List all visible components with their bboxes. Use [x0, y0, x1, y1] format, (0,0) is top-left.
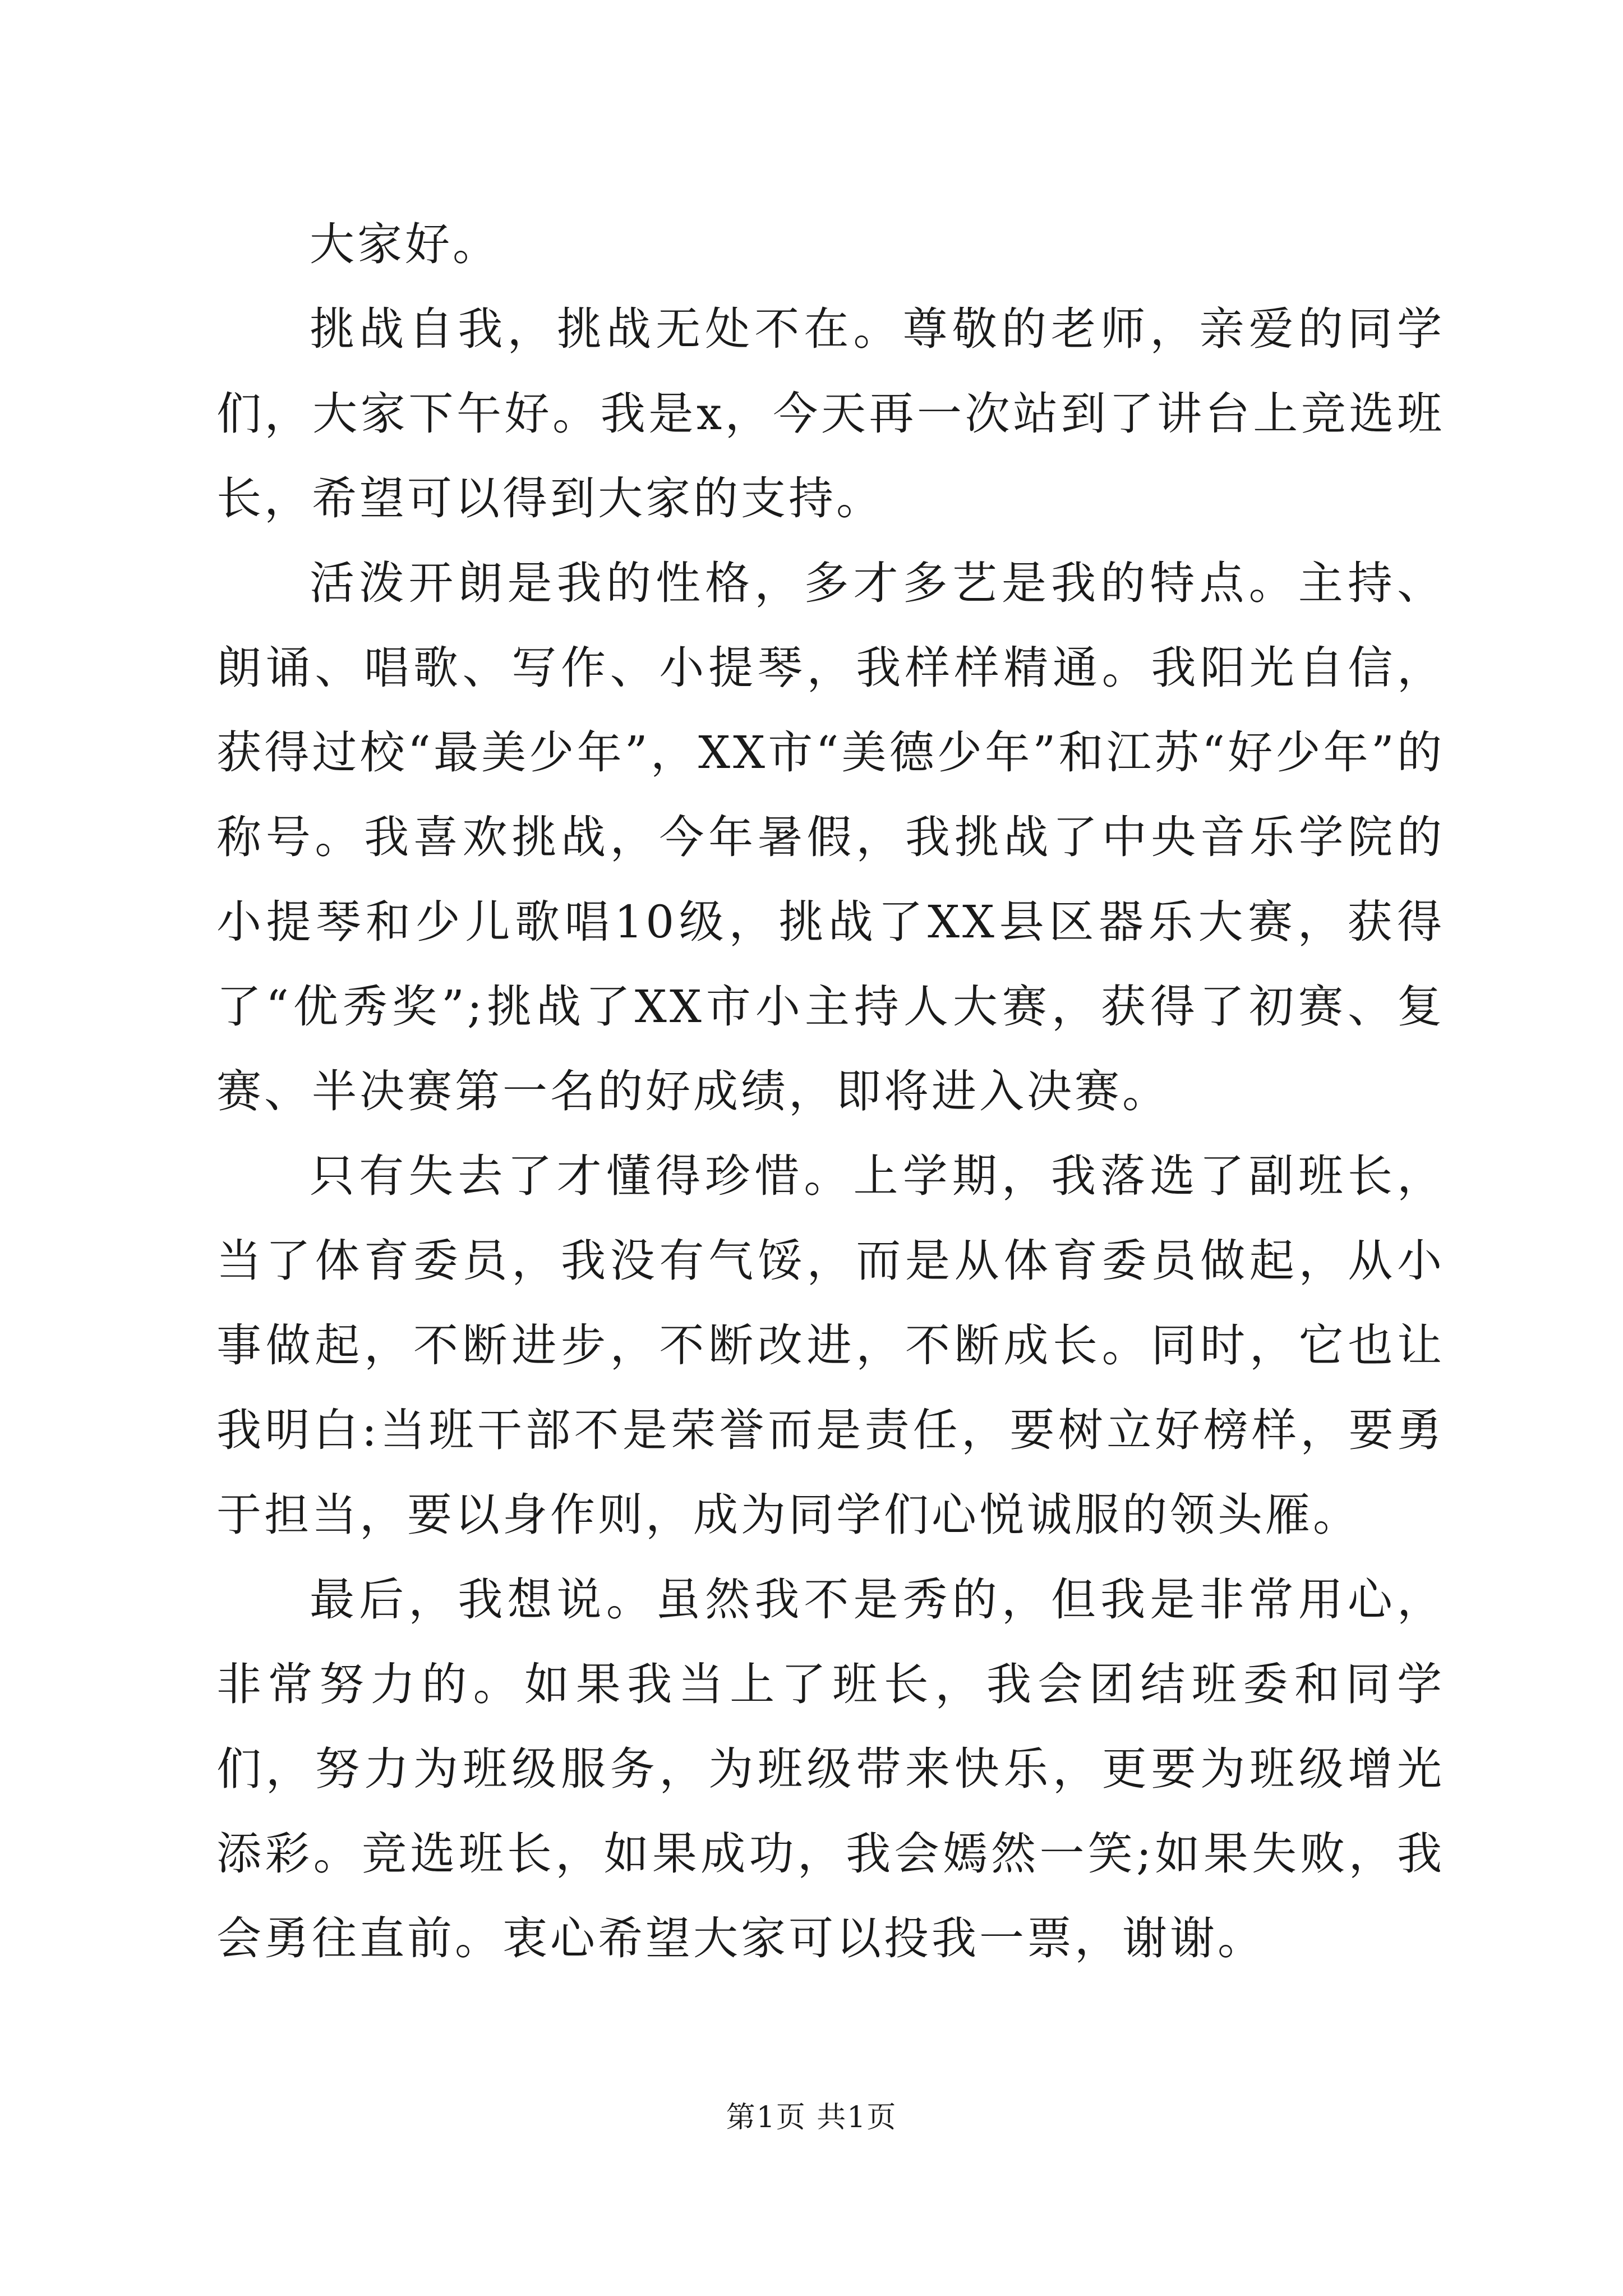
paragraph-closing: 最后，我想说。虽然我不是秀的，但我是非常用心，非常努力的。如果我当上了班长，我会团结班委和同学们，努力为班级服务，为班级带来快乐，更要为班级增光添彩。竞选班长，如果成功，我会嫣然一笑;如果失败，我会勇往直前。衷心希望大家可以投我一票，谢谢。 [216, 1573, 1445, 1964]
paragraph-experience: 只有失去了才懂得珍惜。上学期，我落选了副班长，当了体育委员，我没有气馁，而是从体育委员做起，从小事做起，不断进步，不断改进，不断成长。同时，它也让我明白:当班干部不是荣誉而是责任，要树立好榜样，要勇于担当，要以身作则，成为同学们心悦诚服的领头雁。 [216, 1150, 1445, 1541]
paragraph-greeting: 大家好。 [310, 218, 500, 270]
paragraph-personality: 活泼开朗是我的性格，多才多艺是我的特点。主持、朗诵、唱歌、写作、小提琴，我样样精通。我阳光自信，获得过校“最美少年”，XX市“美德少年”和江苏“好少年”的称号。我喜欢挑战，今年暑假，我挑战了中央音乐学院的小提琴和少儿歌唱10级，挑战了XX县区器乐大赛，获得了“优秀奖”;挑战了XX市小主持人大赛，获得了初赛、复赛、半决赛第一名的好成绩，即将进入决赛。 [216, 557, 1445, 1117]
paragraph-introduction: 挑战自我，挑战无处不在。尊敬的老师，亲爱的同学们，大家下午好。我是x，今天再一次站到了讲台上竞选班长，希望可以得到大家的支持。 [216, 303, 1445, 524]
document-body [216, 202, 1445, 1981]
page-number-footer: 第1页 共1页 [726, 2101, 897, 2134]
